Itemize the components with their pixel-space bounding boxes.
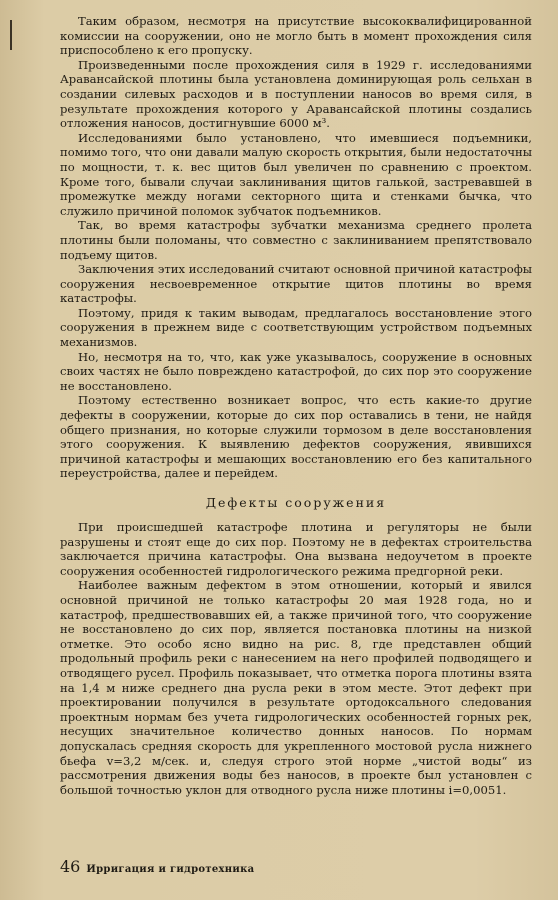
paragraph: Поэтому, придя к таким выводам, предлагалось восстановление этого сооружения в прежнем виде с соответствующим устройством подъемных механизмов. [60, 305, 532, 350]
binding-mark [10, 20, 12, 50]
journal-title: Ирригация и гидротехника [86, 864, 255, 875]
paragraph: Наиболее важным дефектом в этом отношении, который и явился основной причиной не только катастрофы 20 мая 1928 года, но и катастроф, предшествовавших ей, а также причиной того, что сооружение не восстановлено до сих пор, является постановка плотины на низкой отметке. Это особо ясно видно на рис. 8, где представлен общий продольный профиль реки с нанесением на него профилей подводящего и отводящего русел. Профиль показывает, что отметка порога плотины взята на 1,4 м ниже среднего дна русла реки в этом месте. Этот дефект при проектировании получился в результате ортодоксального следования проектным нормам без учета гидрологических особенностей горных рек, несущих значительное количество донных наносов. По нормам допускалась средняя скорость для укрепленного мостовой русла нижнего бьефа v=3,2 м/сек. и, следуя строго этой норме „чистой воды“ из рассмотрения движения воды без наносов, в проекте был установлен с большой точностью уклон для отводного русла ниже плотины i=0,0051. [60, 578, 532, 797]
paragraph: Так, во время катастрофы зубчатки механизма среднего пролета плотины были поломаны, что совместно с заклиниванием препятствовало подъему щитов. [60, 218, 532, 262]
paragraph: Заключения этих исследований считают основной причиной катастрофы сооружения несвоевременное открытие щитов плотины во время катастрофы. [60, 262, 532, 306]
page-number: 46 [60, 857, 81, 876]
section-heading: Дефекты сооружения [205, 495, 387, 510]
paragraph: Исследованиями было установлено, что имевшиеся подъемники, помимо того, что они давали малую скорость открытия, были недостаточны по мощности, т. к. вес щитов был увеличен по сравнению с проектом. Кроме того, бывали случаи заклинивания щитов галькой, застревавшей в промежутке между ногами секторного щита и стенками бычка, что служило причиной поломок зубчаток подъемников. [60, 130, 532, 218]
page-footer [60, 857, 254, 876]
paragraph: Таким образом, несмотря на присутствие высококвалифицированной комиссии на сооружении, оно не могло быть в момент прохождения силя приспособлено к его пропуску. [60, 14, 532, 58]
paragraph: Произведенными после прохождения силя в 1929 г. исследованиями Аравансайской плотины была установлена доминирующая роль сельхан в создании силевых расходов и в поступлении наносов во время силя, в результате прохождения которого у Аравансайской плотины создались отложения наносов, достигнувшие 6000 м³. [60, 57, 532, 131]
paragraph: Поэтому естественно возникает вопрос, что есть какие-то другие дефекты в сооружении, которые до сих пор оставались в тени, не найдя общего признания, но которые служили тормозом в деле восстановления этого сооружения. К выявлению дефектов сооружения, явившихся причиной катастрофы и мешающих восстановлению его без капитального переустройства, далее и перейдем. [60, 393, 532, 481]
paragraph: Но, несмотря на то, что, как уже указывалось, сооружение в основных своих частях не было повреждено катастрофой, до сих пор это сооружение не восстановлено. [60, 349, 532, 393]
paragraph: При происшедшей катастрофе плотина и регуляторы не были разрушены и стоят еще до сих пор. Поэтому не в дефектах строительства заключается причина катастрофы. Она вызвана недоучетом в проекте сооружения особенностей гидрологического режима предгорной реки. [60, 520, 532, 578]
